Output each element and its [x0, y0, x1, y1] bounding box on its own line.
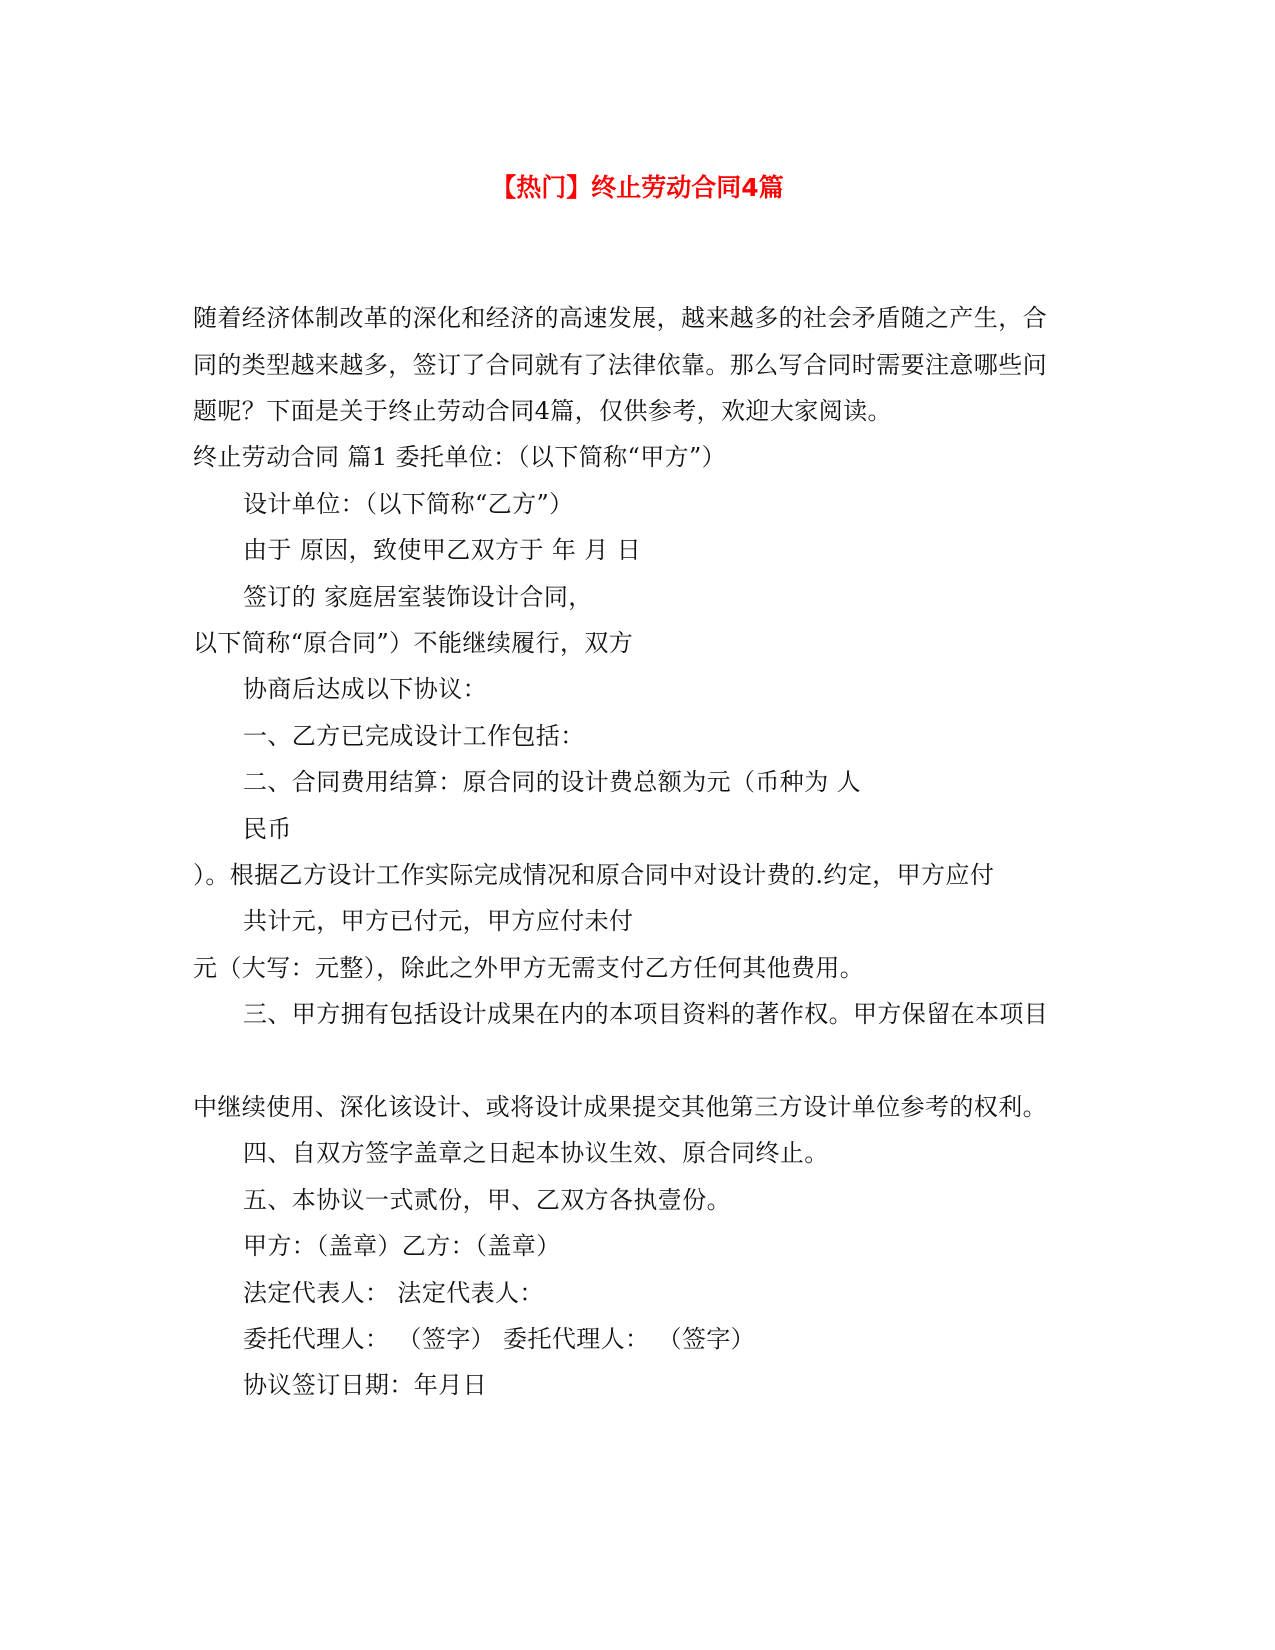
clause-2-amount-words: 元（大写：元整），除此之外甲方无需支付乙方任何其他费用。	[193, 954, 865, 982]
reason-line: 由于 原因，致使甲乙双方于 年 月 日	[243, 536, 642, 564]
legal-rep-line: 法定代表人： 法定代表人：	[243, 1279, 544, 1307]
clause-1: 一、乙方已完成设计工作包括：	[243, 722, 585, 750]
clause-5: 五、本协议一式贰份，甲、乙双方各执壹份。	[243, 1186, 731, 1214]
signing-date-line: 协议签订日期：年月日	[243, 1371, 487, 1399]
clause-3: 三、甲方拥有包括设计成果在内的本项目资料的著作权。甲方保留在本项目	[243, 1000, 1049, 1028]
clause-2-currency: 民币	[243, 815, 292, 843]
clause-2-continued: ）。根据乙方设计工作实际完成情况和原合同中对设计费的.约定，甲方应付	[193, 861, 995, 889]
section-heading-1: 终止劳动合同 篇1 委托单位：（以下简称“甲方”）	[193, 443, 727, 471]
clause-2-totals: 共计元，甲方已付元，甲方应付未付	[243, 907, 634, 935]
contract-signed-line: 签订的 家庭居室装饰设计合同，	[243, 583, 593, 611]
party-seal-line: 甲方：（盖章）乙方：（盖章）	[243, 1232, 561, 1260]
clause-2: 二、合同费用结算：原合同的设计费总额为元（币种为 人	[243, 768, 862, 796]
intro-line-3: 题呢？下面是关于终止劳动合同4篇，仅供参考，欢迎大家阅读。	[193, 397, 892, 425]
clause-4: 四、自双方签字盖章之日起本协议生效、原合同终止。	[243, 1139, 829, 1167]
agent-signature-line: 委托代理人： （签字） 委托代理人： （签字）	[243, 1325, 756, 1353]
agreement-intro-line: 协商后达成以下协议：	[243, 675, 487, 703]
clause-3-continued: 中继续使用、深化该设计、或将设计成果提交其他第三方设计单位参考的权利。	[193, 1093, 1047, 1121]
original-contract-line: 以下简称“原合同”）不能继续履行，双方	[193, 629, 634, 657]
intro-line-1: 随着经济体制改革的深化和经济的高速发展，越来越多的社会矛盾随之产生，合	[193, 304, 1047, 332]
intro-line-2: 同的类型越来越多，签订了合同就有了法律依靠。那么写合同时需要注意哪些问	[193, 351, 1047, 379]
document-title: 【热门】终止劳动合同4篇	[491, 173, 784, 202]
designer-line: 设计单位：（以下简称“乙方”）	[243, 490, 574, 518]
